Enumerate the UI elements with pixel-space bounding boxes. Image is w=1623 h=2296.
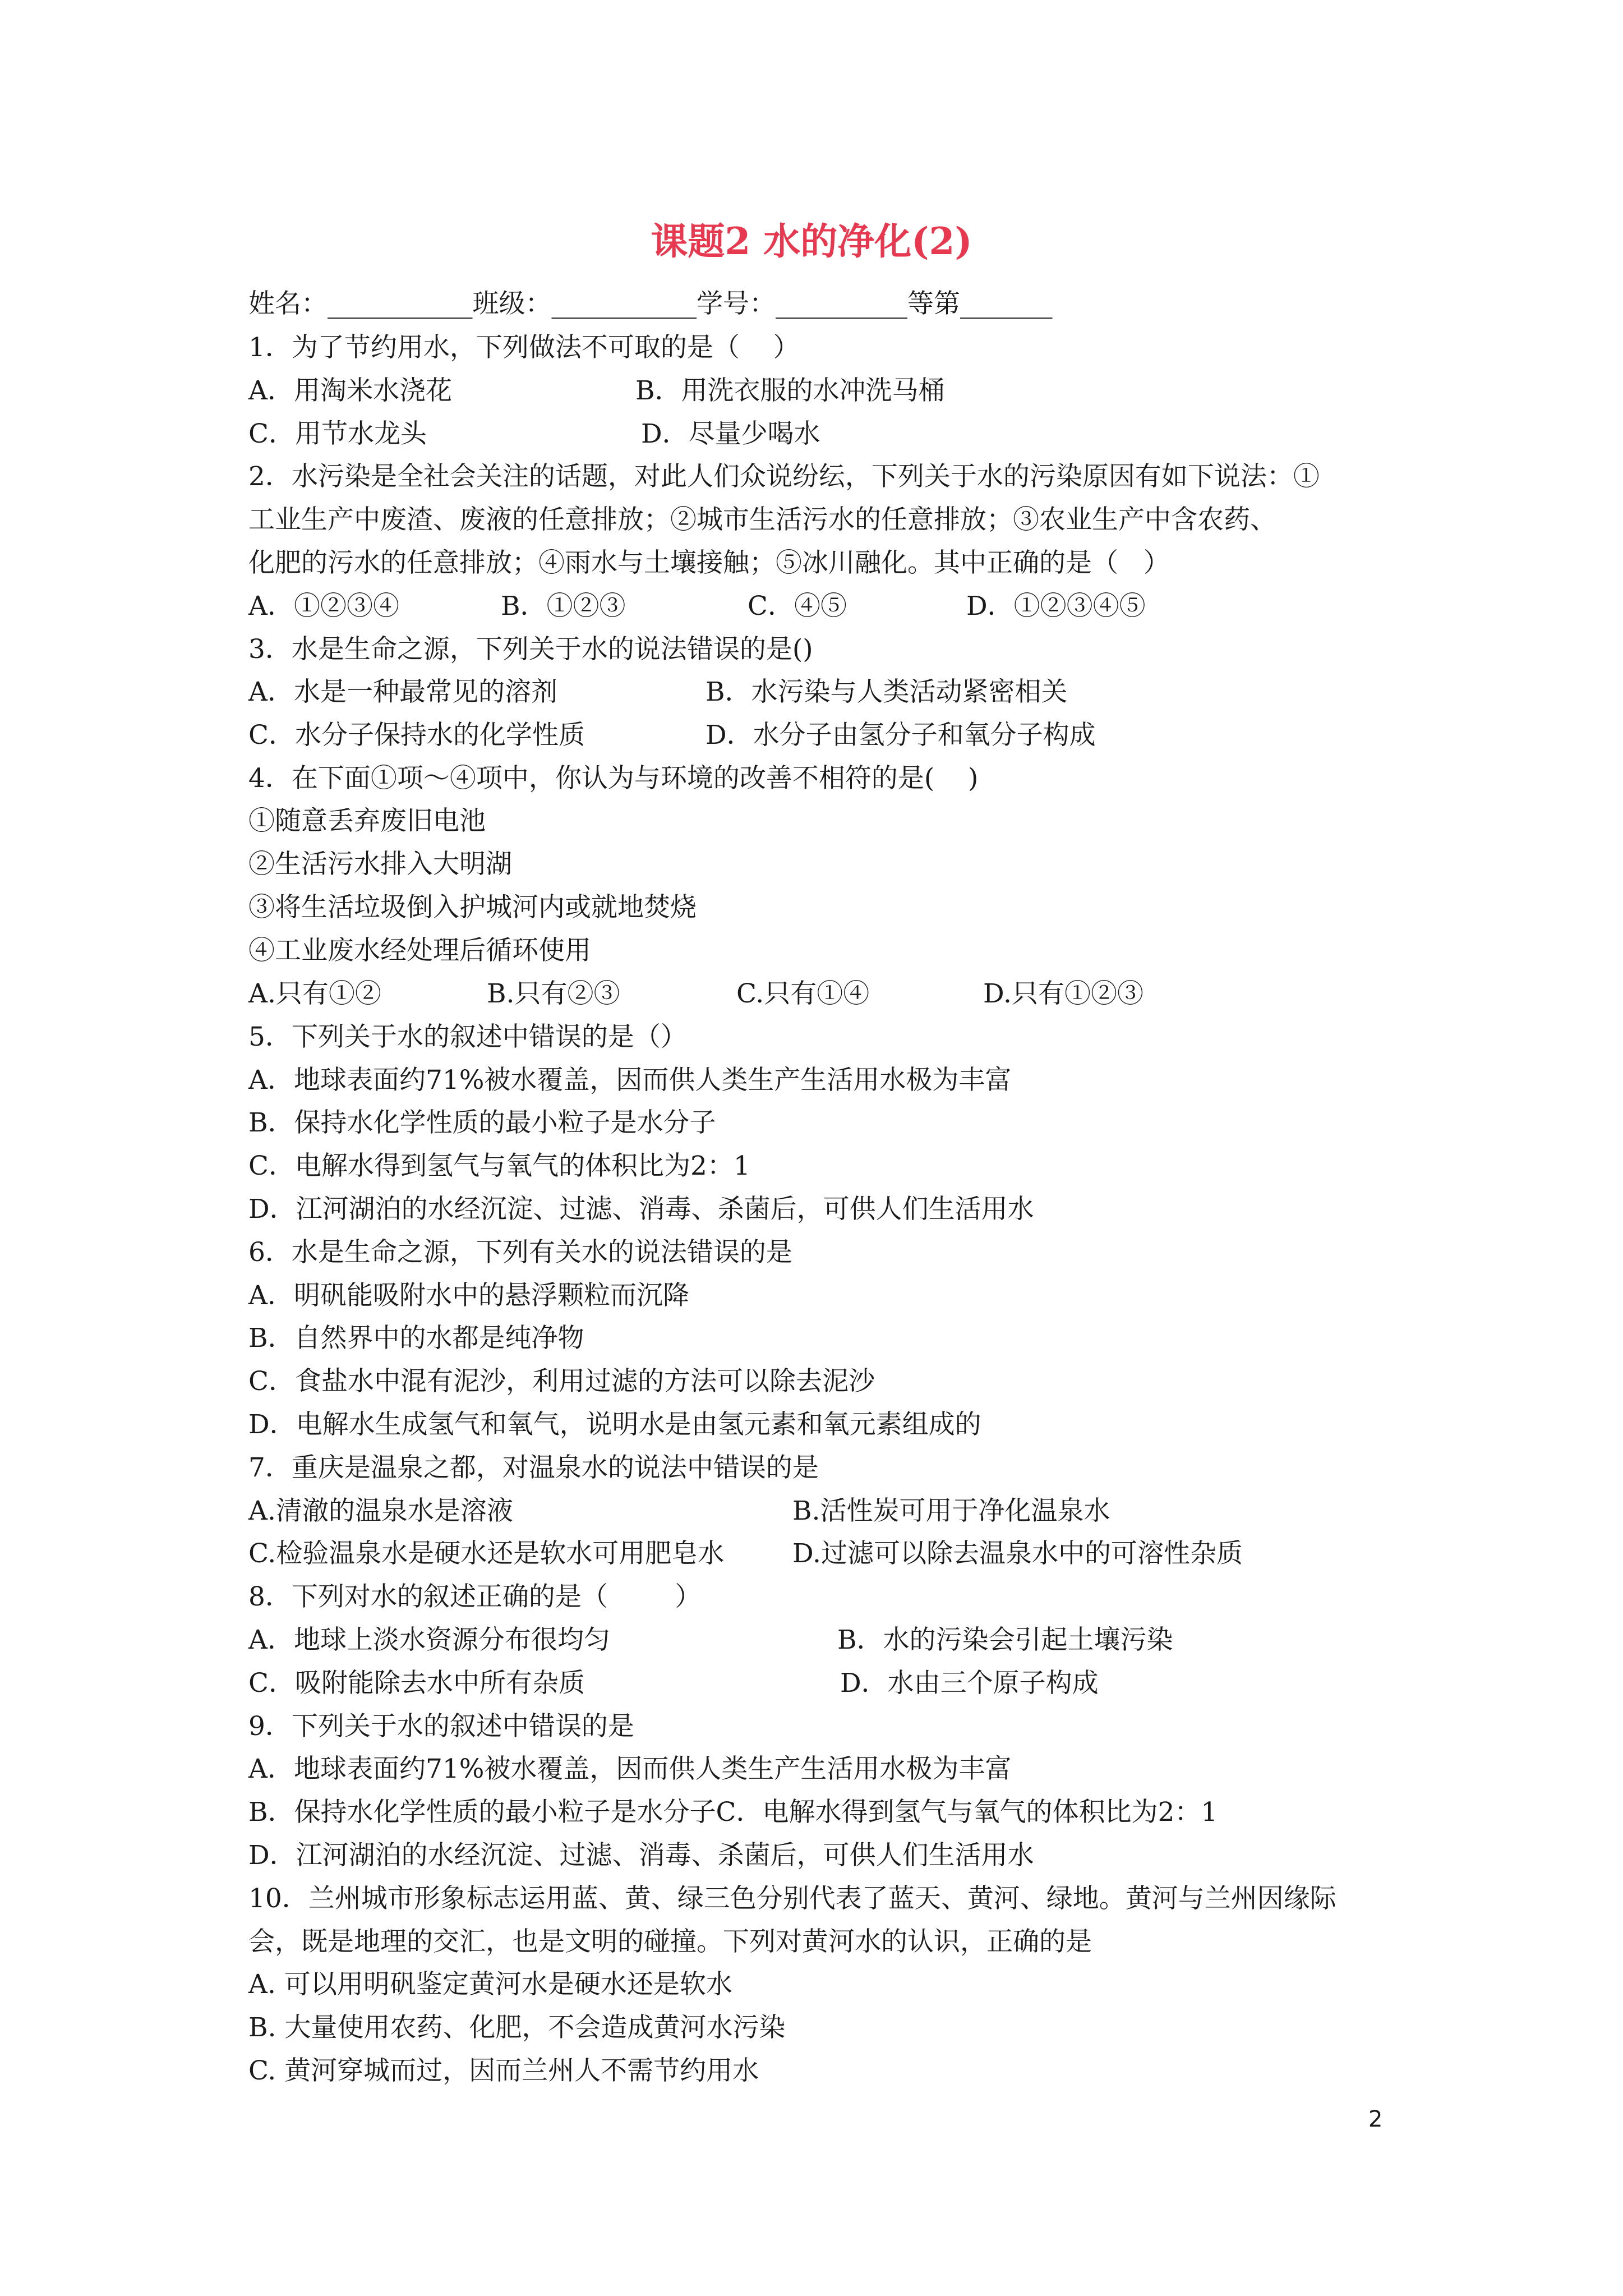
question-6-option-a: A．明矾能吸附水中的悬浮颗粒而沉降: [248, 1280, 689, 1311]
question-6-stem: 6．水是生命之源，下列有关水的说法错误的是: [248, 1237, 792, 1268]
question-4-item-4: ④工业废水经处理后循环使用: [248, 935, 591, 966]
question-5-stem: 5．下列关于水的叙述中错误的是（）: [248, 1022, 687, 1052]
question-4-option-a: A.只有①②: [248, 978, 381, 1009]
question-9-option-b-c: B．保持水化学性质的最小粒子是水分子C．电解水得到氢气与氧气的体积比为2：1: [248, 1797, 1218, 1828]
question-4-item-1: ①随意丢弃废旧电池: [248, 806, 486, 836]
student-info-line: 姓名：___________班级：___________学号：__________等第_______: [248, 288, 1053, 319]
question-8-options-row-2: [248, 1665, 1370, 1701]
question-1-option-a: A．用淘米水浇花: [248, 375, 452, 406]
question-5-option-b: B．保持水化学性质的最小粒子是水分子: [248, 1107, 716, 1138]
question-9-option-d: D．江河湖泊的水经沉淀、过滤、消毒、杀菌后，可供人们生活用水: [248, 1840, 1034, 1871]
question-7-option-a: A.清澈的温泉水是溶液: [248, 1496, 513, 1526]
question-7-option-b: B.活性炭可用于净化温泉水: [792, 1496, 1110, 1526]
question-4-options: [248, 976, 1370, 1012]
question-7-stem: 7．重庆是温泉之都，对温泉水的说法中错误的是: [248, 1452, 819, 1483]
question-2-line-3: 化肥的污水的任意排放；④雨水与土壤接触；⑤冰川融化。其中正确的是（ ）: [248, 547, 1170, 578]
question-3-stem: 3．水是生命之源，下列关于水的说法错误的是(): [248, 634, 813, 665]
question-8-option-a: A．地球上淡水资源分布很均匀: [248, 1625, 610, 1655]
question-1-stem: 1．为了节约用水，下列做法不可取的是（ ）: [248, 332, 800, 363]
question-3-options-row-1: [248, 674, 1370, 710]
question-7-options-row-1: [248, 1493, 1370, 1529]
question-1-options-row-1: [248, 373, 1370, 409]
question-10-line-2: 会，既是地理的交汇，也是文明的碰撞。下列对黄河水的认识，正确的是: [248, 1926, 1092, 1957]
question-3-option-a: A．水是一种最常见的溶剂: [248, 677, 557, 707]
question-2-options: [248, 588, 1370, 624]
question-4-item-2: ②生活污水排入大明湖: [248, 849, 512, 880]
question-2-line-1: 2．水污染是全社会关注的话题，对此人们众说纷纭，下列关于水的污染原因有如下说法：①: [248, 461, 1320, 492]
question-8-option-b: B．水的污染会引起土壤污染: [837, 1625, 1173, 1655]
question-10-option-b: B. 大量使用农药、化肥，不会造成黄河水污染: [248, 2012, 786, 2043]
question-7-options-row-2: [248, 1536, 1370, 1572]
question-8-options-row-1: [248, 1622, 1370, 1658]
page-title: 课题2 水的净化(2): [651, 219, 972, 263]
question-2-option-d: D．①②③④⑤: [966, 591, 1146, 622]
question-5-option-d: D．江河湖泊的水经沉淀、过滤、消毒、杀菌后，可供人们生活用水: [248, 1194, 1034, 1225]
question-9-option-a: A．地球表面约71%被水覆盖，因而供人类生产生活用水极为丰富: [248, 1754, 1012, 1784]
question-5-option-c: C．电解水得到氢气与氧气的体积比为2：1: [248, 1151, 750, 1181]
question-2-option-b: B．①②③: [501, 591, 626, 622]
question-2-option-c: C．④⑤: [748, 591, 847, 622]
question-2-line-2: 工业生产中废渣、废液的任意排放；②城市生活污水的任意排放；③农业生产中含农药、: [248, 504, 1276, 535]
question-2-option-a: A．①②③④: [248, 591, 399, 622]
question-4-option-d: D.只有①②③: [983, 978, 1144, 1009]
question-10-option-a: A. 可以用明矾鉴定黄河水是硬水还是软水: [248, 1969, 732, 2000]
question-10-line-1: 10．兰州城市形象标志运用蓝、黄、绿三色分别代表了蓝天、黄河、绿地。黄河与兰州因缘际: [248, 1883, 1336, 1914]
question-4-item-3: ③将生活垃圾倒入护城河内或就地焚烧: [248, 892, 697, 923]
question-4-stem: 4．在下面①项～④项中，你认为与环境的改善不相符的是( ): [248, 763, 979, 794]
question-9-stem: 9．下列关于水的叙述中错误的是: [248, 1711, 634, 1742]
question-8-stem: 8．下列对水的叙述正确的是（ ）: [248, 1581, 702, 1612]
question-7-option-d: D.过滤可以除去温泉水中的可溶性杂质: [792, 1538, 1243, 1569]
question-5-option-a: A．地球表面约71%被水覆盖，因而供人类生产生活用水极为丰富: [248, 1065, 1012, 1096]
question-3-options-row-2: [248, 717, 1370, 753]
question-7-option-c: C.检验温泉水是硬水还是软水可用肥皂水: [248, 1538, 725, 1569]
page-number: 2: [1368, 2106, 1383, 2132]
question-1-option-b: B．用洗衣服的水冲洗马桶: [635, 375, 945, 406]
question-6-option-d: D．电解水生成氢气和氧气，说明水是由氢元素和氧元素组成的: [248, 1409, 981, 1440]
question-3-option-c: C．水分子保持水的化学性质: [248, 720, 585, 751]
question-1-option-d: D．尽量少喝水: [641, 418, 820, 449]
question-8-option-d: D．水由三个原子构成: [840, 1668, 1099, 1699]
question-3-option-d: D．水分子由氢分子和氧分子构成: [706, 720, 1096, 751]
question-6-option-c: C．食盐水中混有泥沙，利用过滤的方法可以除去泥沙: [248, 1366, 875, 1397]
question-6-option-b: B．自然界中的水都是纯净物: [248, 1323, 584, 1354]
question-8-option-c: C．吸附能除去水中所有杂质: [248, 1668, 585, 1699]
question-10-option-c: C. 黄河穿城而过，因而兰州人不需节约用水: [248, 2055, 759, 2086]
question-1-options-row-2: [248, 416, 1370, 452]
question-4-option-c: C.只有①④: [736, 978, 870, 1009]
question-1-option-c: C．用节水龙头: [248, 418, 427, 449]
question-3-option-b: B．水污染与人类活动紧密相关: [706, 677, 1068, 707]
question-4-option-b: B.只有②③: [487, 978, 620, 1009]
